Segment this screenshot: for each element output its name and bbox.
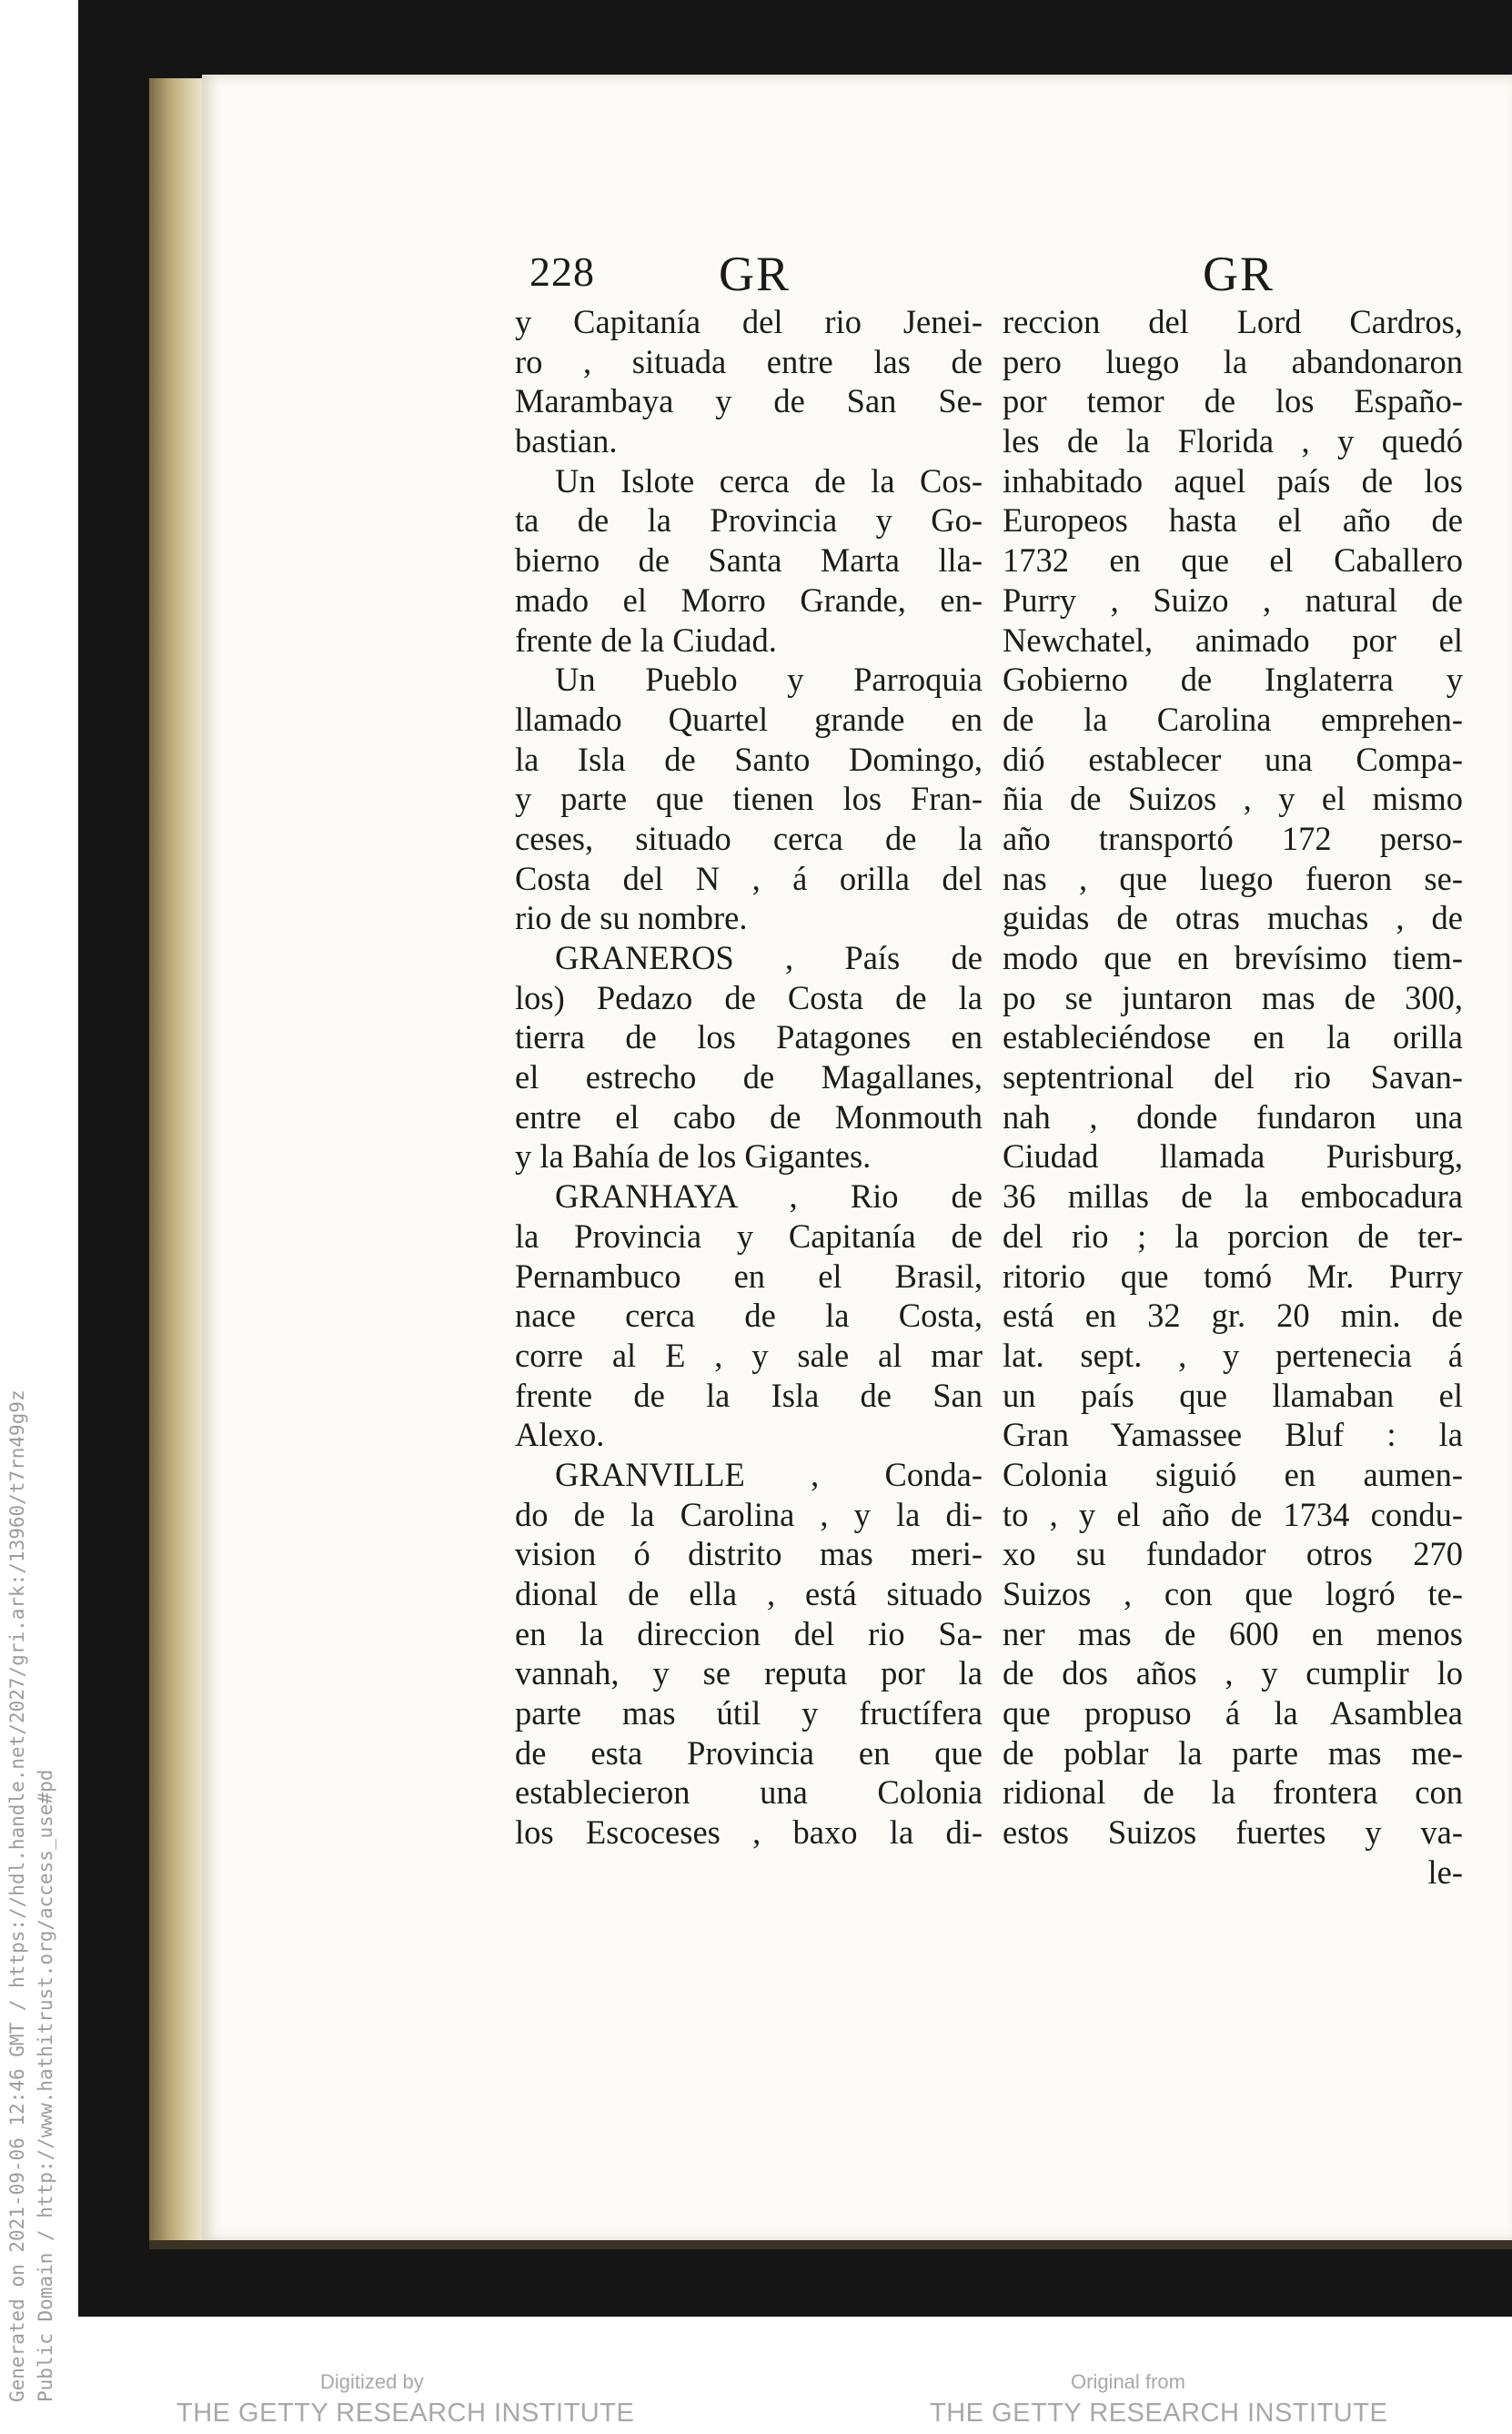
text-line: mado el Morro Grande, en- bbox=[515, 581, 983, 619]
text-line: 36 millas de la embocadura bbox=[1003, 1177, 1463, 1216]
left-text-column bbox=[515, 302, 983, 1853]
text-line: ta de la Provincia y Go- bbox=[515, 501, 983, 540]
text-line: la Provincia y Capitanía de bbox=[515, 1217, 983, 1255]
text-line: vannah, y se reputa por la bbox=[515, 1654, 983, 1692]
text-line: Un Pueblo y Parroquia bbox=[555, 661, 983, 699]
text-line: Gobierno de Inglaterra y bbox=[1003, 661, 1463, 699]
book-page-edge bbox=[149, 78, 206, 2246]
text-line: del rio ; la porcion de ter- bbox=[1003, 1217, 1463, 1255]
text-line: llamado Quartel grande en bbox=[515, 700, 983, 738]
footer-digitized-label: Digitized by bbox=[320, 2370, 424, 2393]
text-line: y la Bahía de los Gigantes. bbox=[515, 1137, 872, 1176]
text-line: Newchatel, animado por el bbox=[1003, 621, 1463, 659]
text-line: Gran Yamassee Bluf : la bbox=[1003, 1416, 1463, 1454]
text-line: lat. sept. , y pertenecia á bbox=[1003, 1336, 1463, 1374]
running-head-left: GR bbox=[719, 247, 791, 301]
text-line: xo su fundador otros 270 bbox=[1003, 1535, 1463, 1573]
text-line: GRANVILLE , Conda- bbox=[555, 1455, 983, 1493]
text-line: do de la Carolina , y la di- bbox=[515, 1495, 983, 1533]
text-line: el estrecho de Magallanes, bbox=[515, 1058, 983, 1096]
text-line: nas , que luego fueron se- bbox=[1003, 859, 1463, 897]
text-line: un país que llamaban el bbox=[1003, 1376, 1463, 1414]
text-line: y parte que tienen los Fran- bbox=[515, 780, 983, 818]
text-line: ridional de la frontera con bbox=[1003, 1773, 1463, 1812]
right-text-column bbox=[1003, 302, 1463, 1893]
text-line: les de la Florida , y quedó bbox=[1003, 422, 1463, 460]
text-line: bierno de Santa Marta lla- bbox=[515, 541, 983, 580]
text-line: pero luego la abandonaron bbox=[1003, 342, 1463, 380]
text-line: ro , situada entre las de bbox=[515, 342, 983, 380]
text-line: Suizos , con que logró te- bbox=[1003, 1575, 1463, 1612]
text-line: de la Carolina emprehen- bbox=[1003, 700, 1463, 738]
text-line: está en 32 gr. 20 min. de bbox=[1003, 1297, 1463, 1335]
text-line: Ciudad llamada Purisburg, bbox=[1003, 1137, 1463, 1176]
text-line: to , y el año de 1734 condu- bbox=[1003, 1495, 1463, 1533]
text-line: GRANHAYA , Rio de bbox=[555, 1177, 983, 1216]
footer-original-label: Original from bbox=[1071, 2370, 1185, 2393]
text-line: nace cerca de la Costa, bbox=[515, 1297, 983, 1335]
text-line: los Escoceses , baxo la di- bbox=[515, 1813, 983, 1852]
text-line: Colonia siguió en aumen- bbox=[1003, 1455, 1463, 1493]
text-line: Purry , Suizo , natural de bbox=[1003, 581, 1463, 619]
hathitrust-side-stamp bbox=[4, 1219, 60, 2402]
text-line: frente de la Isla de San bbox=[515, 1376, 983, 1414]
text-line: Pernambuco en el Brasil, bbox=[515, 1257, 983, 1295]
text-line: ceses, situado cerca de la bbox=[515, 819, 983, 857]
text-line: estableciéndose en la orilla bbox=[1003, 1018, 1463, 1056]
text-line: y Capitanía del rio Jenei- bbox=[515, 303, 983, 340]
text-line: ner mas de 600 en menos bbox=[1003, 1614, 1463, 1652]
text-line: corre al E , y sale al mar bbox=[515, 1336, 983, 1374]
text-line: parte mas útil y fructífera bbox=[515, 1694, 983, 1732]
text-line: reccion del Lord Cardros, bbox=[1003, 303, 1463, 340]
text-line: de poblar la parte mas me- bbox=[1003, 1733, 1463, 1772]
text-line: ritorio que tomó Mr. Purry bbox=[1003, 1257, 1463, 1295]
text-line: tierra de los Patagones en bbox=[515, 1018, 983, 1056]
text-line: GRANEROS , País de bbox=[555, 939, 983, 976]
side-stamp-line-generated: Generated on 2021-09-06 12:46 GMT / https://hdl.handle.net/2027/gri.ark:/13960/t7rn49g9z bbox=[6, 1389, 28, 2402]
text-line: Costa del N , á orilla del bbox=[515, 859, 983, 897]
text-line: en la direccion del rio Sa- bbox=[515, 1614, 983, 1652]
text-line: bastian. bbox=[515, 422, 618, 460]
text-line: Alexo. bbox=[515, 1416, 605, 1454]
text-line: 1732 en que el Caballero bbox=[1003, 541, 1463, 580]
text-line: la Isla de Santo Domingo, bbox=[515, 740, 983, 778]
text-line: po se juntaron mas de 300, bbox=[1003, 978, 1463, 1016]
footer-digitized-institution: THE GETTY RESEARCH INSTITUTE bbox=[176, 2399, 635, 2428]
text-line: Marambaya y de San Se- bbox=[515, 382, 983, 420]
text-line: establecieron una Colonia bbox=[515, 1773, 983, 1812]
text-line: por temor de los Españo- bbox=[1003, 382, 1463, 420]
side-stamp-line-rights: Public Domain / http://www.hathitrust.org/access_use#pd bbox=[35, 1769, 56, 2402]
text-line: de dos años , y cumplir lo bbox=[1003, 1654, 1463, 1692]
text-line: los) Pedazo de Costa de la bbox=[515, 978, 983, 1016]
text-line: Europeos hasta el año de bbox=[1003, 501, 1463, 540]
text-line: nah , donde fundaron una bbox=[1003, 1097, 1463, 1136]
text-line: año transportó 172 perso- bbox=[1003, 819, 1463, 857]
running-head-right: GR bbox=[1203, 247, 1275, 301]
page-bottom-edge bbox=[149, 2240, 1512, 2249]
text-line: rio de su nombre. bbox=[515, 899, 748, 937]
text-line: frente de la Ciudad. bbox=[515, 621, 777, 659]
text-line: dional de ella , está situado bbox=[515, 1575, 983, 1612]
text-line: le- bbox=[1427, 1853, 1463, 1891]
text-line: septentrional del rio Savan- bbox=[1003, 1058, 1463, 1096]
text-line: dió establecer una Compa- bbox=[1003, 740, 1463, 778]
page-number: 228 bbox=[529, 248, 595, 295]
footer-original-institution: THE GETTY RESEARCH INSTITUTE bbox=[930, 2399, 1388, 2428]
text-line: vision ó distrito mas meri- bbox=[515, 1535, 983, 1573]
text-line: estos Suizos fuertes y va- bbox=[1003, 1813, 1463, 1852]
text-line: de esta Provincia en que bbox=[515, 1733, 983, 1772]
text-line: modo que en brevísimo tiem- bbox=[1003, 939, 1463, 976]
text-line: que propuso á la Asamblea bbox=[1003, 1694, 1463, 1732]
text-line: ñia de Suizos , y el mismo bbox=[1003, 780, 1463, 818]
text-line: guidas de otras muchas , de bbox=[1003, 899, 1463, 937]
text-line: entre el cabo de Monmouth bbox=[515, 1097, 983, 1136]
text-line: inhabitado aquel país de los bbox=[1003, 461, 1463, 500]
text-line: Un Islote cerca de la Cos- bbox=[555, 461, 983, 500]
